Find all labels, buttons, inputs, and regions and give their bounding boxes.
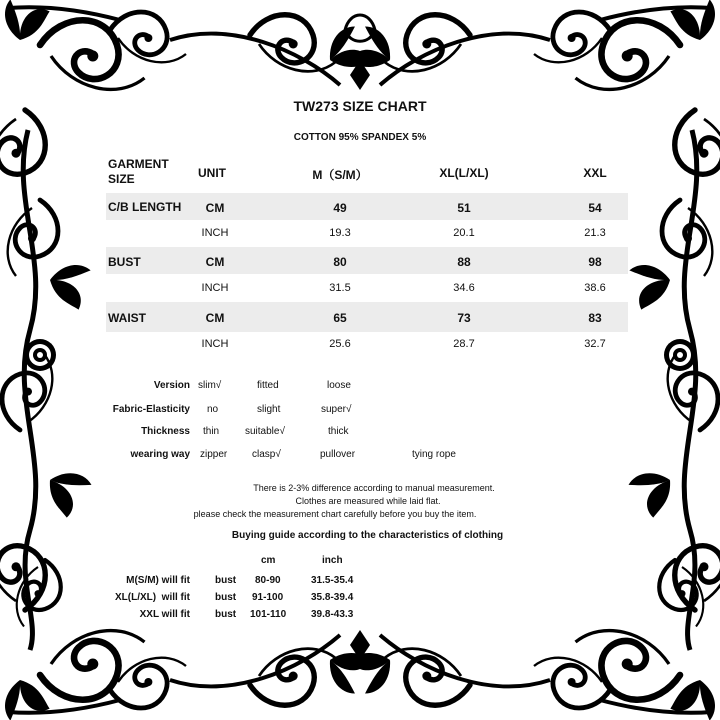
attr-option: slim√ (198, 380, 222, 391)
bottom-crest-ornament (170, 630, 550, 705)
page-title: TW273 SIZE CHART (293, 98, 427, 114)
attr-option: zipper (200, 449, 228, 460)
attr-option: thin (203, 426, 220, 437)
table-cell: 54 (588, 201, 602, 215)
attr-label-version: Version (153, 380, 190, 391)
attr-option: clasp√ (252, 449, 281, 460)
table-cell: 88 (457, 255, 471, 269)
row-label-bust: BUST (108, 255, 141, 269)
table-cell: 80 (333, 255, 347, 269)
attr-label-wearing-way: wearing way (130, 449, 190, 460)
guide-header-cm: cm (261, 555, 276, 566)
table-cell: 31.5 (329, 282, 351, 294)
guide-row-part: bust (215, 575, 237, 586)
row-unit: INCH (201, 338, 229, 350)
row-unit: INCH (201, 282, 229, 294)
table-cell: 83 (588, 311, 602, 325)
guide-row-part: bust (215, 592, 237, 603)
note-line: There is 2-3% difference according to manual measurement. (253, 483, 495, 493)
table-cell: 51 (457, 201, 471, 215)
attr-option: loose (327, 380, 351, 391)
table-cell: 73 (457, 311, 471, 325)
top-crest-ornament (170, 15, 550, 90)
attr-option: suitable√ (245, 426, 285, 437)
guide-row-label: M(S/M) will fit (126, 575, 190, 586)
guide-row-cm: 91-100 (252, 592, 284, 603)
guide-header-inch: inch (322, 555, 343, 566)
attr-option: pullover (320, 449, 356, 460)
check-mark-icon: √ (215, 380, 222, 391)
table-cell: 65 (333, 311, 347, 325)
header-unit: UNIT (198, 166, 226, 180)
buying-guide-title: Buying guide according to the characteristics of clothing (231, 530, 504, 541)
guide-row-inch: 35.8-39.4 (311, 592, 354, 603)
table-cell: 38.6 (584, 282, 606, 294)
note-line: please check the measurement chart carefully before you buy the item. (193, 509, 477, 519)
guide-row-label: XXL will fit (139, 609, 190, 620)
note-line: Clothes are measured while laid flat. (295, 496, 441, 506)
table-cell: 98 (588, 255, 602, 269)
attr-label-thickness: Thickness (141, 426, 190, 437)
attr-option: slight (257, 404, 281, 415)
header-size-xxl: XXL (583, 166, 607, 180)
header-garment-size: GARMENT SIZE (108, 157, 169, 186)
check-mark-icon: √ (279, 426, 285, 437)
guide-row-part: bust (215, 609, 237, 620)
attr-option: super√ (321, 404, 352, 415)
table-cell: 20.1 (453, 227, 475, 239)
material-composition: COTTON 95% SPANDEX 5% (293, 132, 427, 143)
row-unit: CM (205, 255, 225, 269)
check-mark-icon: √ (275, 449, 281, 460)
guide-row-cm: 101-110 (250, 609, 287, 620)
check-mark-icon: √ (346, 404, 352, 415)
attr-option: tying rope (412, 449, 456, 460)
header-size-m: M（S/M） (312, 168, 368, 182)
table-cell: 21.3 (584, 227, 606, 239)
table-cell: 32.7 (584, 338, 606, 350)
table-cell: 28.7 (453, 338, 475, 350)
attr-option: no (207, 404, 219, 415)
table-cell: 49 (333, 201, 347, 215)
attr-label-fabric-elasticity: Fabric-Elasticity (112, 404, 190, 415)
attr-option: thick (328, 426, 349, 437)
row-label-cb-length: C/B LENGTH (108, 200, 182, 214)
header-size-xl: XL(L/XL) (439, 166, 489, 180)
row-unit: INCH (201, 227, 229, 239)
row-label-waist: WAIST (108, 311, 146, 325)
row-unit: CM (205, 201, 225, 215)
guide-row-inch: 31.5-35.4 (311, 575, 354, 586)
table-cell: 25.6 (329, 338, 351, 350)
attr-option: fitted (257, 380, 279, 391)
table-cell: 19.3 (329, 227, 351, 239)
guide-row-inch: 39.8-43.3 (311, 609, 354, 620)
guide-row-label: XL(L/XL) will fit (115, 592, 190, 603)
row-unit: CM (205, 311, 225, 325)
table-cell: 34.6 (453, 282, 475, 294)
guide-row-cm: 80-90 (255, 575, 281, 586)
